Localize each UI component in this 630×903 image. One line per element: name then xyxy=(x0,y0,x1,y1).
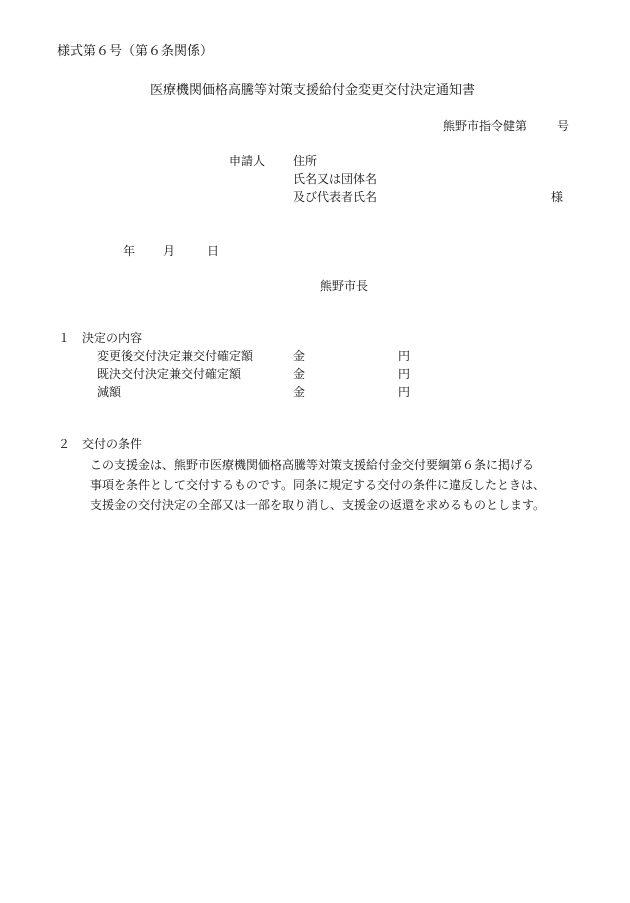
applicant-address-label: 住所 xyxy=(293,154,318,168)
amount-yen: 円 xyxy=(398,367,411,381)
section1-heading: １ 決定の内容 xyxy=(58,331,143,345)
amount-kin: 金 xyxy=(293,385,306,399)
applicant-representative-label: 及び代表者氏名 xyxy=(293,190,378,204)
date-day: 日 xyxy=(207,244,220,258)
date-year: 年 xyxy=(123,244,136,258)
section2-heading: ２ 交付の条件 xyxy=(58,437,143,451)
issuer: 熊野市長 xyxy=(320,279,369,293)
form-number: 様式第６号（第６条関係） xyxy=(57,44,214,59)
amount-label: 既決交付決定兼交付確定額 xyxy=(97,367,242,381)
amount-row xyxy=(97,367,410,383)
reference-number xyxy=(443,119,569,135)
applicant-organization-label: 氏名又は団体名 xyxy=(293,172,378,186)
honorific: 様 xyxy=(551,190,564,204)
amount-kin: 金 xyxy=(293,367,306,381)
amount-label: 変更後交付決定兼交付確定額 xyxy=(97,349,254,363)
amount-kin: 金 xyxy=(293,349,306,363)
amount-label: 減額 xyxy=(97,385,122,399)
document-title: 医療機関価格高騰等対策支援給付金変更交付決定通知書 xyxy=(150,83,476,98)
conditions-line: この支援金は、熊野市医療機関価格高騰等対策支援給付金交付要綱第６条に掲げる xyxy=(90,458,535,472)
conditions-line: 支援金の交付決定の全部又は一部を取り消し、支援金の返還を求めるものとします。 xyxy=(90,498,546,512)
amount-yen: 円 xyxy=(398,349,411,363)
reference-suffix: 号 xyxy=(557,119,570,133)
reference-prefix: 熊野市指令健第 xyxy=(443,119,528,133)
amount-row xyxy=(97,349,410,365)
amount-row xyxy=(97,385,410,401)
applicant-label: 申請人 xyxy=(229,154,266,168)
conditions-line: 事項を条件として交付するものです。同条に規定する交付の条件に違反したときは、 xyxy=(90,478,546,492)
amount-yen: 円 xyxy=(398,385,411,399)
conditions-text xyxy=(90,455,545,515)
issue-date xyxy=(123,244,219,260)
date-month: 月 xyxy=(163,244,176,258)
